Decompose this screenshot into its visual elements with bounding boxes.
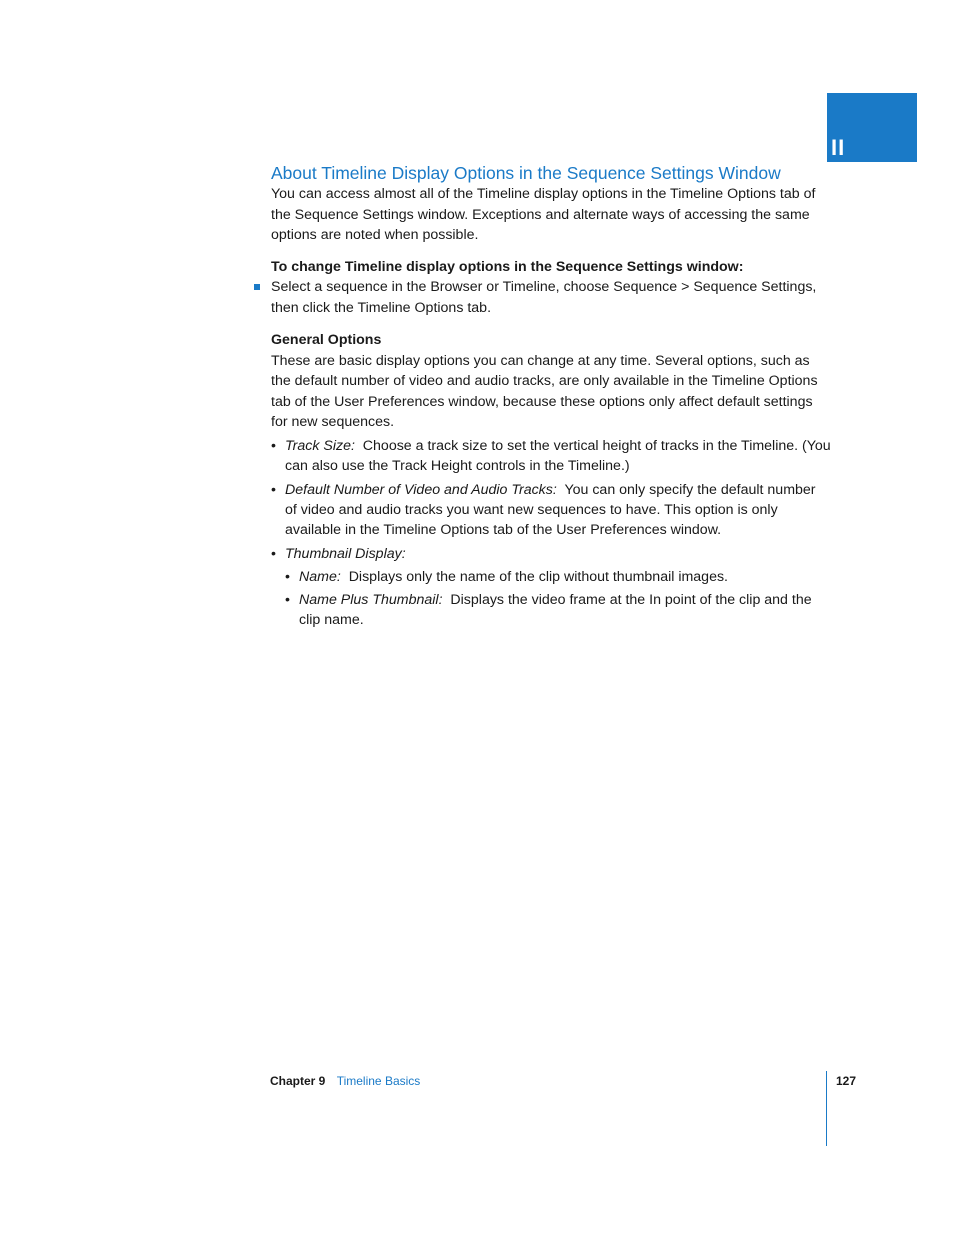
option-term: Thumbnail Display: [285,545,406,562]
part-tab [827,93,917,162]
option-term: Name Plus Thumbnail: [299,591,443,608]
footer-divider [826,1071,827,1146]
option-text: You can only specify the default number of video and audio tracks you want new sequences to have. This option is only available in the Timeline Options tab of the User Preferences window. [285,481,816,538]
option-text: Displays the video frame at the In point of the clip and the clip name. [299,591,812,628]
option-text: Choose a track size to set the vertical height of tracks in the Timeline. (You can also use the Track Height controls in the Timeline.) [285,437,831,474]
options-list [271,436,831,630]
task-step-text: Select a sequence in the Browser or Timeline, choose Sequence > Sequence Settings, then click the Timeline Options tab. [271,279,817,316]
square-bullet-icon [254,284,260,290]
list-item [285,567,831,587]
page-footer [270,1073,420,1089]
option-text: Displays only the name of the clip without thumbnail images. [348,568,729,585]
list-item [271,480,831,540]
part-tab-label: II [831,135,846,160]
general-options-description: These are basic display options you can change at any time. Several options, such as the default number of video and audio tracks, are only available in the Timeline Options tab of the User Preferences window, because these options only affect default settings for new sequences. [271,352,818,430]
option-term: Track Size: [285,437,355,454]
chapter-label: Chapter 9 [270,1074,326,1088]
section-intro: You can access almost all of the Timeline display options in the Timeline Options tab of the Sequence Settings window. Exceptions and alternate ways of accessing the same options are noted when possible. [271,186,816,243]
thumbnail-options-list [285,567,831,630]
task-heading: To change Timeline display options in the Sequence Settings window: [271,258,744,275]
list-item [271,544,831,630]
page-number: 127 [836,1074,857,1088]
section-title: About Timeline Display Options in the Sequence Settings Window [271,163,781,183]
list-item [285,590,831,630]
option-term: Name: [299,568,341,585]
general-options-heading: General Options [271,332,382,348]
list-item [271,436,831,476]
chapter-title: Timeline Basics [336,1074,421,1088]
option-term: Default Number of Video and Audio Tracks: [285,481,557,498]
main-content [271,162,831,634]
task-step [271,277,831,318]
